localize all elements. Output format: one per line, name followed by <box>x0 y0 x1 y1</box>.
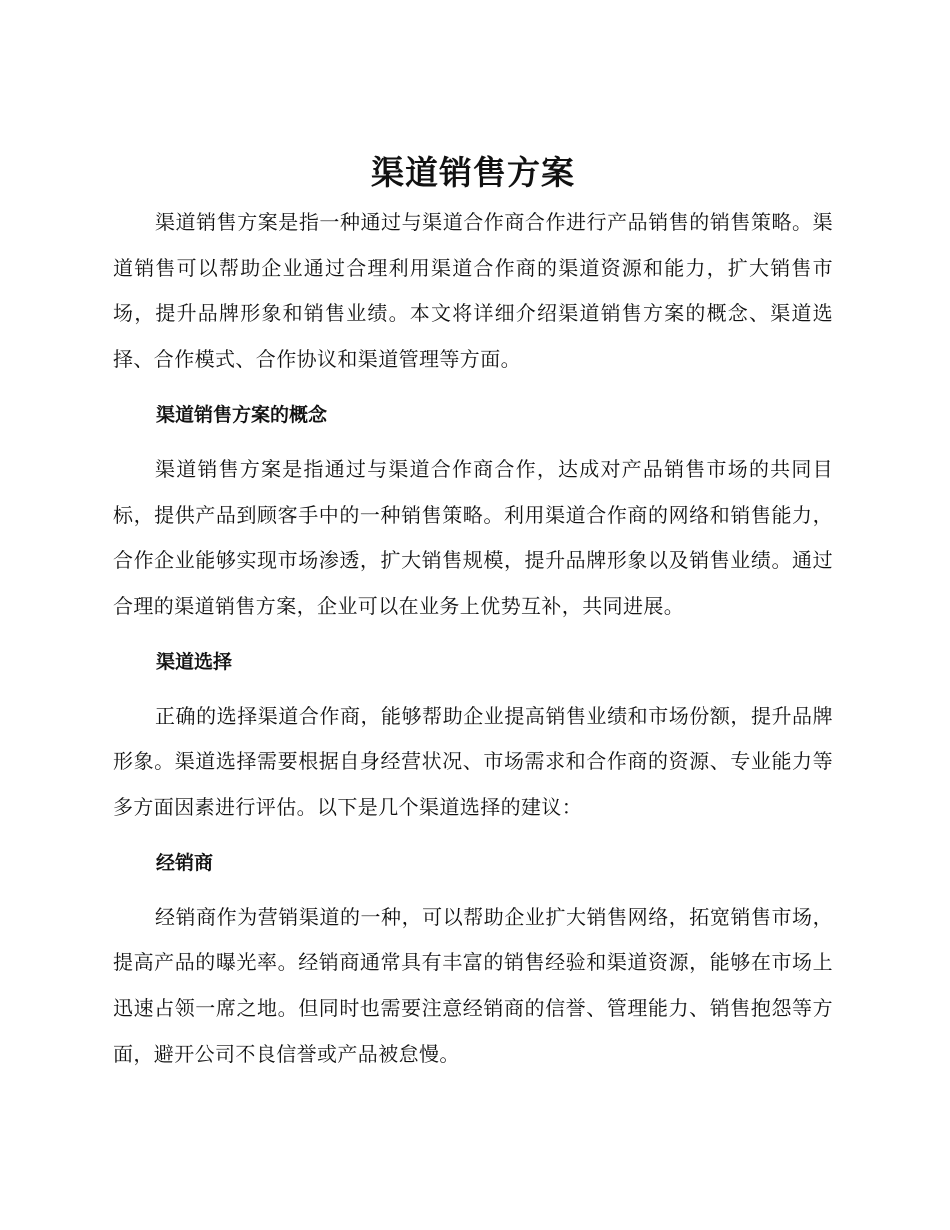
section-paragraph-channel-selection: 正确的选择渠道合作商，能够帮助企业提高销售业绩和市场份额，提升品牌形象。渠道选择需要根据自身经营状况、市场需求和合作商的资源、专业能力等多方面因素进行评估。以下是几个渠道选择的建议： <box>113 703 833 820</box>
document-title: 渠道销售方案 <box>371 153 575 192</box>
section-heading-channel-selection: 渠道选择 <box>156 650 233 673</box>
section-heading-concept: 渠道销售方案的概念 <box>156 403 328 426</box>
section-heading-distributor: 经销商 <box>156 851 214 874</box>
document-body <box>113 152 833 1078</box>
section-paragraph-concept: 渠道销售方案是指通过与渠道合作商合作，达成对产品销售市场的共同目标，提供产品到顾客手中的一种销售策略。利用渠道合作商的网络和销售能力，合作企业能够实现市场渗透，扩大销售规模，提升品牌形象以及销售业绩。通过合理的渠道销售方案，企业可以在业务上优势互补，共同进展。 <box>113 456 833 618</box>
intro-paragraph: 渠道销售方案是指一种通过与渠道合作商合作进行产品销售的销售策略。渠道销售可以帮助企业通过合理利用渠道合作商的渠道资源和能力，扩大销售市场，提升品牌形象和销售业绩。本文将详细介绍渠道销售方案的概念、渠道选择、合作模式、合作协议和渠道管理等方面。 <box>113 210 833 372</box>
section-paragraph-distributor: 经销商作为营销渠道的一种，可以帮助企业扩大销售网络，拓宽销售市场，提高产品的曝光率。经销商通常具有丰富的销售经验和渠道资源，能够在市场上迅速占领一席之地。但同时也需要注意经销商的信誉、管理能力、销售抱怨等方面，避开公司不良信誉或产品被怠慢。 <box>113 904 833 1066</box>
